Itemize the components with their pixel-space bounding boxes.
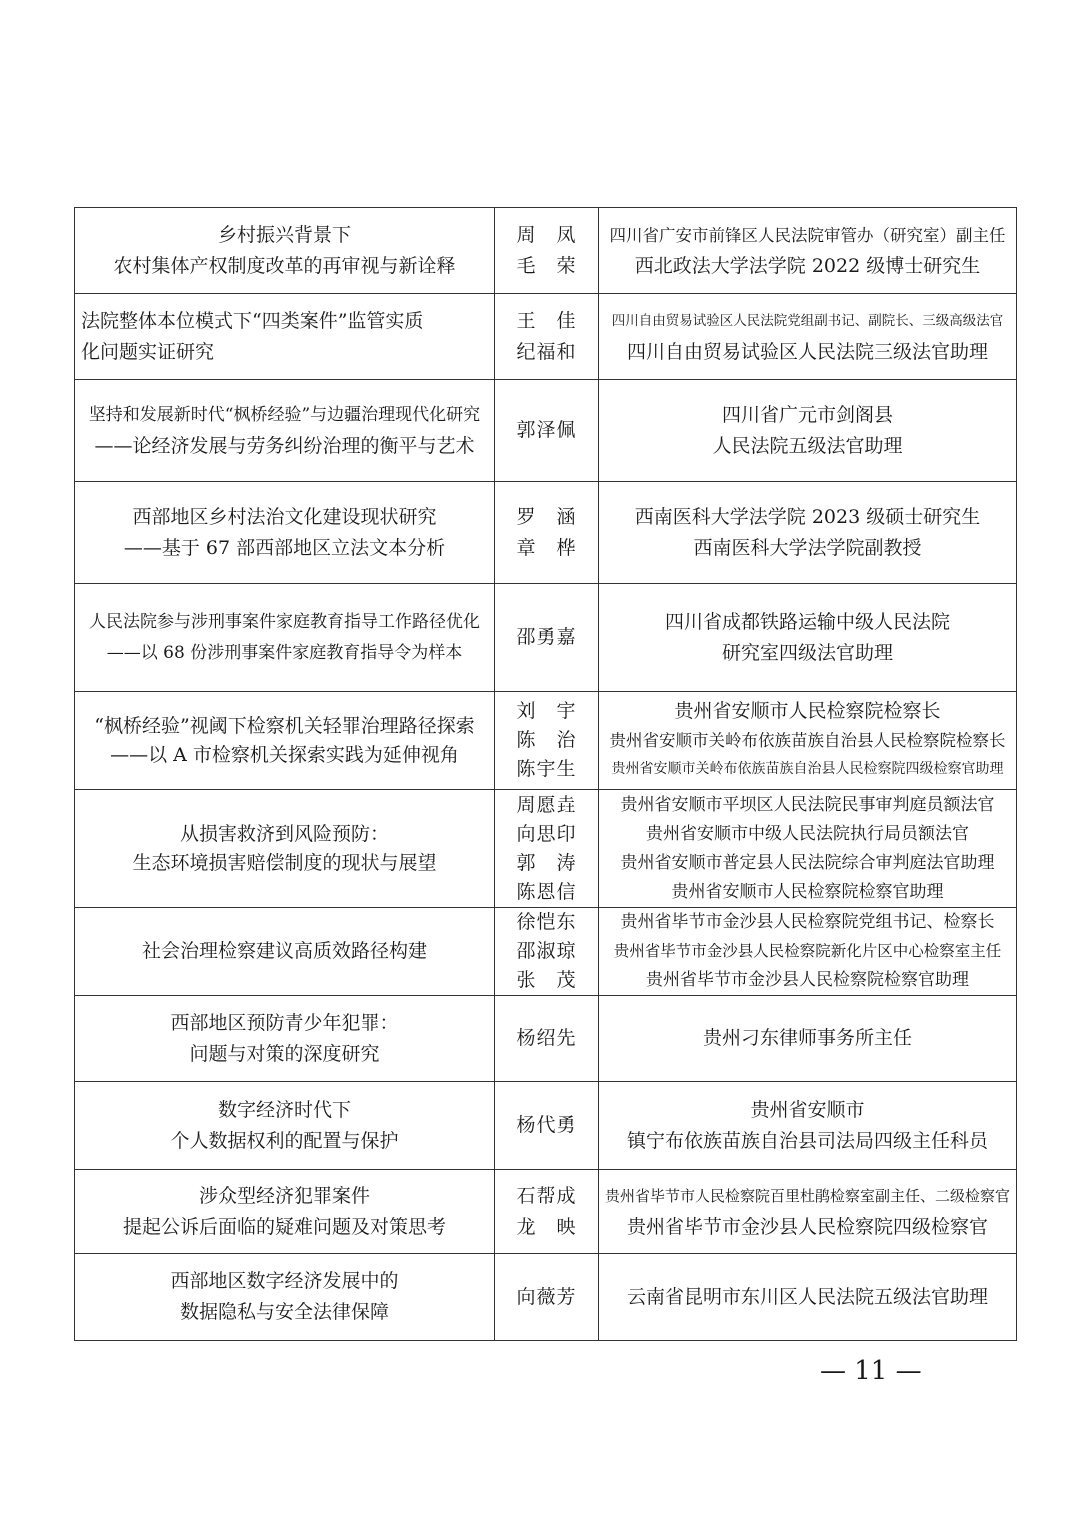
- paper-title-cell: [75, 208, 495, 294]
- author-name: 王 佳: [516, 309, 577, 332]
- table-row: [75, 692, 1017, 790]
- paper-title-line: 人民法院参与涉刑事案件家庭教育指导工作路径优化: [89, 611, 480, 632]
- paper-title-line: 化问题实证研究: [81, 340, 215, 363]
- author-name: 石帮成: [516, 1184, 577, 1207]
- table-row: [75, 208, 1017, 294]
- affiliation-line: 贵州省安顺市人民检察院检察官助理: [671, 881, 944, 902]
- award-list-table: [74, 207, 1017, 1341]
- table-row: [75, 790, 1017, 908]
- author-cell: [495, 1082, 599, 1170]
- paper-title-cell: [75, 996, 495, 1082]
- affiliation-cell: [599, 692, 1017, 790]
- affiliation-line: 四川省广安市前锋区人民法院审管办（研究室）副主任: [609, 225, 1006, 245]
- affiliation-cell: [599, 1082, 1017, 1170]
- affiliation-line: 四川省成都铁路运输中级人民法院: [664, 610, 950, 633]
- paper-title-line: 数字经济时代下: [217, 1098, 351, 1121]
- table-row: [75, 1254, 1017, 1341]
- table-row: [75, 482, 1017, 584]
- affiliation-cell: [599, 380, 1017, 482]
- author-name: 杨代勇: [516, 1114, 577, 1136]
- paper-title-line: “枫桥经验”视阈下检察机关轻罪治理路径探索: [94, 714, 475, 737]
- affiliation-line: 西北政法大学法学院 2022 级博士研究生: [634, 254, 981, 277]
- affiliation-line: 人民法院五级法官助理: [712, 434, 903, 457]
- author-name: 纪福和: [516, 340, 577, 363]
- author-name: 张 茂: [516, 969, 577, 991]
- affiliation-cell: [599, 584, 1017, 692]
- affiliation-cell: [599, 1254, 1017, 1341]
- author-name: 陈恩信: [516, 880, 577, 903]
- affiliation-line: 贵州省安顺市: [750, 1098, 865, 1121]
- paper-title-cell: [75, 908, 495, 996]
- affiliation-line: 贵州省安顺市普定县人民法院综合审判庭法官助理: [620, 852, 995, 873]
- paper-title-line: 法院整体本位模式下“四类案件”监管实质: [81, 309, 424, 332]
- affiliation-line: 四川自由贸易试验区人民法院党组副书记、副院长、三级高级法官: [611, 312, 1004, 329]
- affiliation-line: 四川省广元市剑阁县: [721, 403, 893, 426]
- paper-title-cell: [75, 1082, 495, 1170]
- author-cell: [495, 1254, 599, 1341]
- author-name: 罗 涵: [516, 505, 577, 528]
- paper-title-line: 从损害救济到风险预防：: [179, 822, 389, 845]
- author-name: 郭 涛: [516, 851, 577, 874]
- author-name: 章 桦: [516, 536, 577, 559]
- table-row: [75, 908, 1017, 996]
- paper-title-line: 农村集体产权制度改革的再审视与新诠释: [113, 254, 456, 277]
- author-cell: [495, 294, 599, 380]
- author-cell: [495, 584, 599, 692]
- author-name: 郭泽佩: [516, 419, 577, 441]
- author-cell: [495, 996, 599, 1082]
- paper-title-line: 坚持和发展新时代“枫桥经验”与边疆治理现代化研究: [88, 404, 481, 425]
- author-cell: [495, 380, 599, 482]
- author-name: 邵淑琼: [516, 940, 577, 962]
- paper-title-cell: [75, 692, 495, 790]
- author-name: 向思印: [516, 822, 577, 845]
- affiliation-cell: [599, 908, 1017, 996]
- paper-title-line: ——基于 67 部西部地区立法文本分析: [123, 536, 446, 559]
- author-name: 周愿垚: [516, 793, 577, 816]
- paper-title-line: 社会治理检察建议高质效路径构建: [141, 940, 427, 962]
- author-name: 毛 荣: [516, 254, 577, 277]
- author-cell: [495, 1170, 599, 1254]
- paper-title-line: 数据隐私与安全法律保障: [179, 1301, 389, 1323]
- affiliation-line: 贵州省毕节市人民检察院百里杜鹃检察室副主任、二级检察官: [605, 1186, 1011, 1205]
- author-name: 刘 宇: [516, 700, 577, 722]
- paper-title-cell: [75, 584, 495, 692]
- table-row: [75, 1082, 1017, 1170]
- affiliation-cell: [599, 790, 1017, 908]
- affiliation-line: 贵州省安顺市关岭布依族苗族自治县人民检察院检察长: [609, 731, 1006, 750]
- affiliation-line: 贵州省安顺市平坝区人民法院民事审判庭员额法官: [620, 794, 995, 815]
- paper-title-cell: [75, 1170, 495, 1254]
- table-row: [75, 1170, 1017, 1254]
- affiliation-line: 贵州省安顺市中级人民法院执行局员额法官: [646, 823, 969, 844]
- paper-title-cell: [75, 294, 495, 380]
- author-cell: [495, 692, 599, 790]
- author-cell: [495, 208, 599, 294]
- author-name: 陈宇生: [516, 758, 577, 780]
- paper-title-line: 问题与对策的深度研究: [189, 1042, 380, 1065]
- affiliation-cell: [599, 208, 1017, 294]
- affiliation-line: 贵州省安顺市人民检察院检察长: [674, 700, 941, 722]
- paper-title-line: ——论经济发展与劳务纠纷治理的衡平与艺术: [94, 434, 475, 457]
- affiliation-line: 四川自由贸易试验区人民法院三级法官助理: [626, 340, 988, 363]
- paper-title-line: 个人数据权利的配置与保护: [170, 1129, 399, 1152]
- affiliation-line: 贵州省毕节市金沙县人民检察院新化片区中心检察室主任: [613, 942, 1002, 960]
- table-row: [75, 380, 1017, 482]
- paper-title-line: 西部地区乡村法治文化建设现状研究: [132, 505, 437, 528]
- affiliation-line: 研究室四级法官助理: [721, 641, 893, 664]
- paper-title-line: 生态环境损害赔偿制度的现状与展望: [132, 851, 437, 874]
- affiliation-cell: [599, 294, 1017, 380]
- affiliation-line: 贵州省毕节市金沙县人民检察院检察官助理: [646, 970, 969, 990]
- paper-title-line: 西部地区预防青少年犯罪：: [170, 1011, 399, 1034]
- table-row: [75, 584, 1017, 692]
- affiliation-line: 贵州省安顺市关岭布依族苗族自治县人民检察院四级检察官助理: [611, 761, 1004, 777]
- author-cell: [495, 482, 599, 584]
- affiliation-line: 贵州刁东律师事务所主任: [702, 1027, 912, 1049]
- affiliation-cell: [599, 482, 1017, 584]
- paper-title-line: ——以 68 份涉刑事案件家庭教育指导令为样本: [106, 642, 463, 663]
- affiliation-line: 西南医科大学法学院 2023 级硕士研究生: [634, 505, 981, 528]
- author-name: 邵勇嘉: [516, 626, 577, 648]
- paper-title-cell: [75, 790, 495, 908]
- author-cell: [495, 908, 599, 996]
- author-name: 向薇芳: [516, 1285, 577, 1308]
- paper-title-line: 涉众型经济犯罪案件: [198, 1184, 370, 1207]
- paper-title-cell: [75, 482, 495, 584]
- affiliation-line: 贵州省毕节市金沙县人民检察院四级检察官: [626, 1215, 988, 1238]
- paper-title-line: 乡村振兴背景下: [217, 223, 351, 246]
- affiliation-line: 西南医科大学法学院副教授: [693, 536, 922, 559]
- author-cell: [495, 790, 599, 908]
- author-name: 周 凤: [516, 223, 577, 246]
- affiliation-line: 云南省昆明市东川区人民法院五级法官助理: [626, 1285, 988, 1308]
- author-name: 杨绍先: [516, 1027, 577, 1049]
- page-number: — 11 —: [820, 1356, 922, 1386]
- author-name: 陈 治: [516, 729, 577, 751]
- paper-title-line: 提起公诉后面临的疑难问题及对策思考: [122, 1215, 446, 1238]
- paper-title-line: ——以 A 市检察机关探索实践为延伸视角: [110, 743, 459, 766]
- author-name: 徐恺东: [516, 911, 577, 933]
- affiliation-cell: [599, 1170, 1017, 1254]
- affiliation-line: 镇宁布依族苗族自治县司法局四级主任科员: [626, 1129, 988, 1152]
- paper-title-line: 西部地区数字经济发展中的: [170, 1270, 399, 1292]
- affiliation-cell: [599, 996, 1017, 1082]
- table-row: [75, 996, 1017, 1082]
- affiliation-line: 贵州省毕节市金沙县人民检察院党组书记、检察长: [620, 912, 995, 932]
- table-row: [75, 294, 1017, 380]
- paper-title-cell: [75, 1254, 495, 1341]
- author-name: 龙 映: [516, 1215, 577, 1238]
- paper-title-cell: [75, 380, 495, 482]
